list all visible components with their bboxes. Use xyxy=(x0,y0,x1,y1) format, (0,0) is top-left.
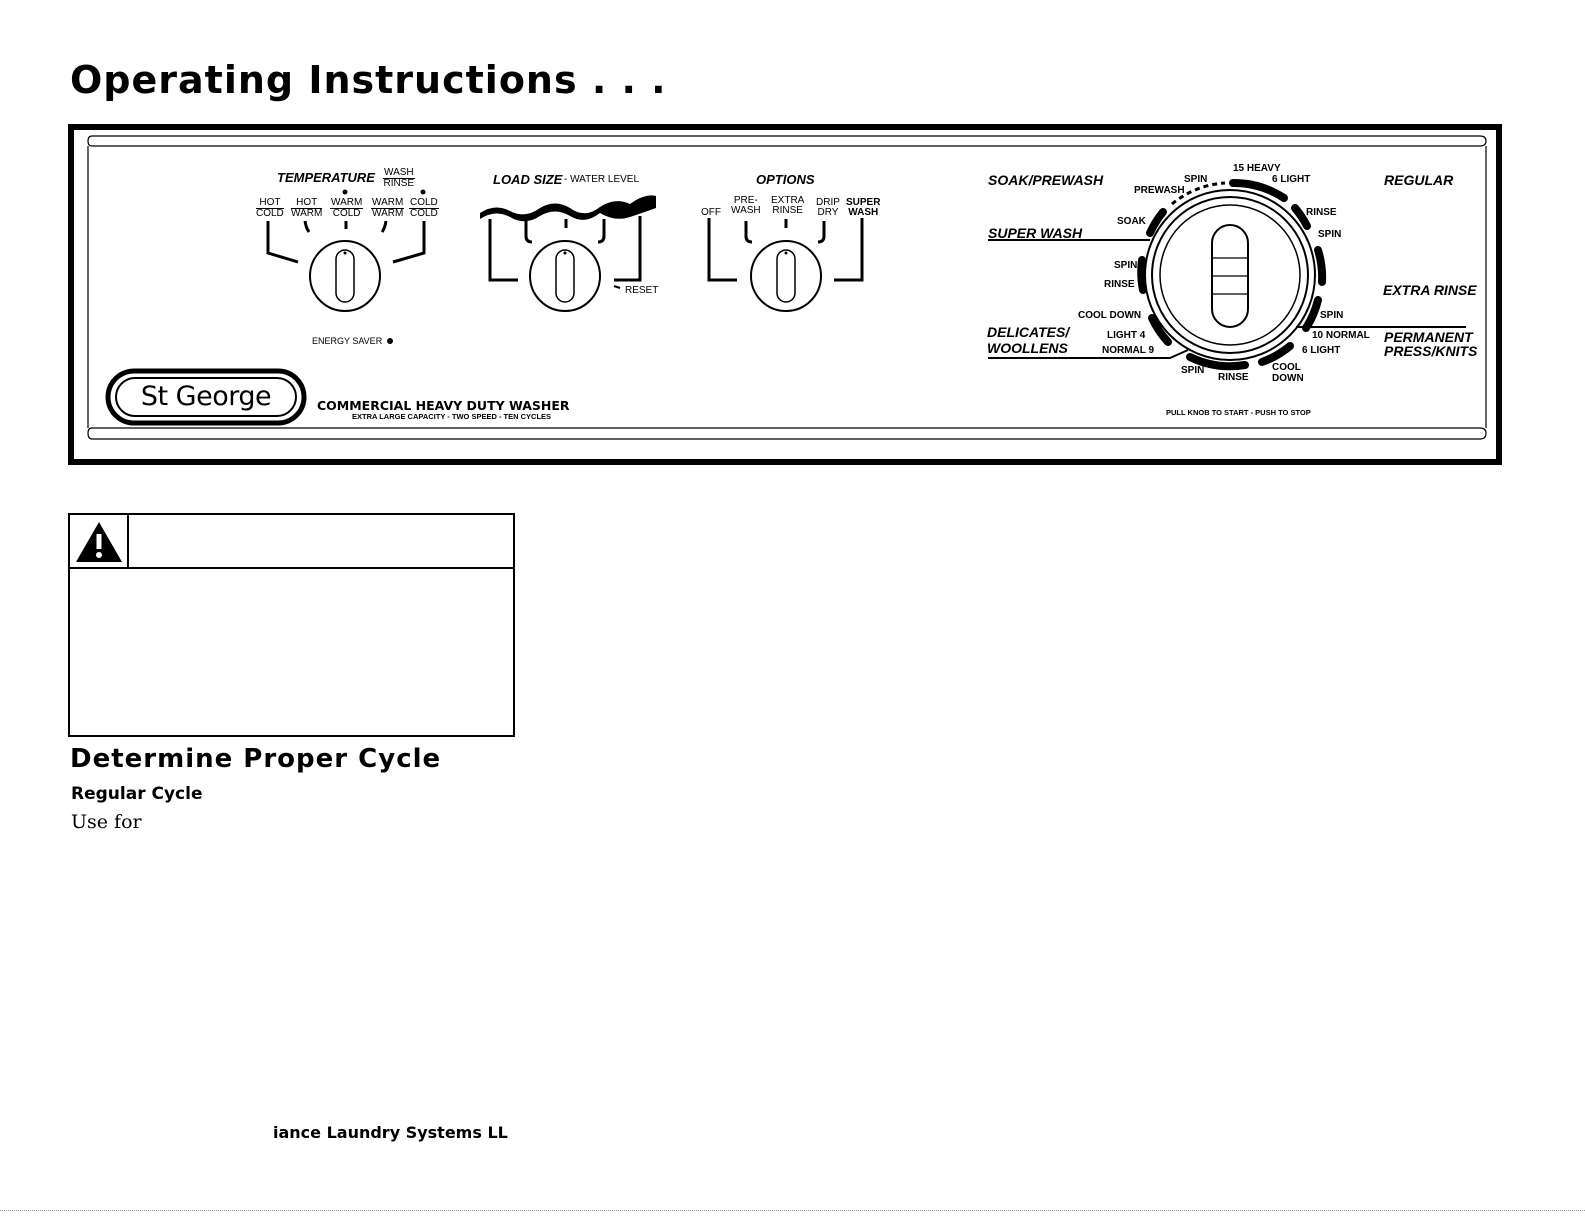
regular-cycle-body: Use for xyxy=(71,811,142,833)
options-knob[interactable] xyxy=(751,241,821,311)
option-extra-top: EXTRA xyxy=(771,195,805,206)
load-size-knob[interactable] xyxy=(530,241,600,311)
dial-label-normal-9: NORMAL 9 xyxy=(1102,345,1155,356)
cycle-delicates-line1[interactable]: DELICATES/ xyxy=(987,324,1070,340)
load-size-label: LOAD SIZE xyxy=(493,172,563,187)
cycle-extra-rinse[interactable]: EXTRA RINSE xyxy=(1383,282,1477,298)
dial-label-cool: COOL xyxy=(1272,362,1301,373)
temp-setting-hot-warm[interactable] xyxy=(291,198,322,219)
cycle-perm-line1[interactable]: PERMANENT xyxy=(1384,329,1473,345)
dial-label-light-4: LIGHT 4 xyxy=(1107,330,1146,341)
temperature-knob[interactable] xyxy=(310,241,380,311)
page-title: Operating Instructions . . . xyxy=(70,58,667,102)
footer-rule xyxy=(0,1210,1585,1211)
section-title: Determine Proper Cycle xyxy=(70,744,442,774)
energy-saver-label: ENERGY SAVER xyxy=(312,336,383,346)
dial-label-rinse: RINSE xyxy=(1104,279,1135,290)
dial-label-6-light: 6 LIGHT xyxy=(1302,345,1341,356)
product-name: COMMERCIAL HEAVY DUTY WASHER xyxy=(317,398,570,413)
dial-label-spin: SPIN xyxy=(1184,174,1208,185)
dial-label-spin: SPIN xyxy=(1181,365,1205,376)
option-super-bottom: WASH xyxy=(848,207,879,218)
dial-label-soak: SOAK xyxy=(1117,216,1146,227)
temp-setting-warm-warm[interactable] xyxy=(371,198,404,219)
option-drip-bottom: DRY xyxy=(817,207,839,218)
dial-label-spin: SPIN xyxy=(1114,260,1138,271)
option-drip-top: DRIP xyxy=(816,197,840,208)
temp-wash: WARM xyxy=(372,197,404,208)
temp-rinse: COLD xyxy=(332,208,361,219)
option-super-wash[interactable] xyxy=(846,198,880,218)
dial-label-down: DOWN xyxy=(1272,373,1304,384)
temp-wash: WARM xyxy=(331,197,363,208)
warning-box xyxy=(68,513,515,737)
option-prewash-top: PRE- xyxy=(733,195,758,206)
options-label: OPTIONS xyxy=(756,172,815,187)
temp-rinse: WARM xyxy=(291,208,323,219)
product-tagline: EXTRA LARGE CAPACITY - TWO SPEED - TEN CYCLES xyxy=(352,412,552,421)
option-off[interactable]: OFF xyxy=(701,207,721,218)
dial-label-15-heavy: 15 HEAVY xyxy=(1233,163,1281,174)
footer-company: iance Laundry Systems LL xyxy=(273,1123,508,1142)
temp-rinse: COLD xyxy=(410,208,438,219)
temp-wash: HOT xyxy=(256,198,284,209)
temp-setting-cold-cold[interactable] xyxy=(409,198,439,219)
temp-rinse: COLD xyxy=(256,208,284,219)
cycle-regular[interactable]: REGULAR xyxy=(1384,172,1454,188)
temp-wash: HOT xyxy=(291,198,322,209)
option-prewash[interactable] xyxy=(731,196,761,216)
dial-label-cool-down: COOL DOWN xyxy=(1078,310,1142,321)
dial-label-rinse: RINSE xyxy=(1306,207,1337,218)
dial-label-6-light: 6 LIGHT xyxy=(1272,174,1311,185)
dial-instruction: PULL KNOB TO START - PUSH TO STOP xyxy=(1166,408,1311,417)
temp-setting-warm-cold[interactable] xyxy=(330,198,363,219)
legend-wash: WASH xyxy=(384,167,414,178)
option-extra-rinse[interactable] xyxy=(771,196,804,216)
dial-label-prewash: PREWASH xyxy=(1134,185,1185,196)
cycle-delicates-line2[interactable]: WOOLLENS xyxy=(987,340,1068,356)
option-prewash-bottom: WASH xyxy=(731,205,761,216)
water-level-label: - WATER LEVEL xyxy=(564,174,640,185)
wash-rinse-legend xyxy=(383,168,415,189)
cycle-super-wash[interactable]: SUPER WASH xyxy=(988,225,1083,241)
cycle-dial-knob[interactable] xyxy=(1160,205,1300,345)
cycle-soak-prewash[interactable]: SOAK/PREWASH xyxy=(988,172,1104,188)
reset-label[interactable]: RESET xyxy=(625,285,659,296)
cycle-perm-line2[interactable]: PRESS/KNITS xyxy=(1384,343,1478,359)
regular-cycle-heading: Regular Cycle xyxy=(71,784,203,804)
dial-label-spin: SPIN xyxy=(1320,310,1344,321)
option-extra-bottom: RINSE xyxy=(772,205,803,216)
st-george-logo: St George xyxy=(140,381,272,412)
temp-wash: COLD xyxy=(410,197,438,208)
option-super-top: SUPER xyxy=(846,197,881,208)
warning-icon xyxy=(76,522,122,562)
temperature-label: TEMPERATURE xyxy=(277,170,375,185)
temp-rinse: WARM xyxy=(372,208,404,219)
dial-label-spin: SPIN xyxy=(1318,229,1342,240)
dial-label-rinse: RINSE xyxy=(1218,372,1249,383)
temp-setting-hot-cold[interactable] xyxy=(256,198,284,219)
dial-label-10-normal: 10 NORMAL xyxy=(1312,330,1370,341)
legend-rinse: RINSE xyxy=(383,178,415,189)
option-drip-dry[interactable] xyxy=(816,198,840,218)
